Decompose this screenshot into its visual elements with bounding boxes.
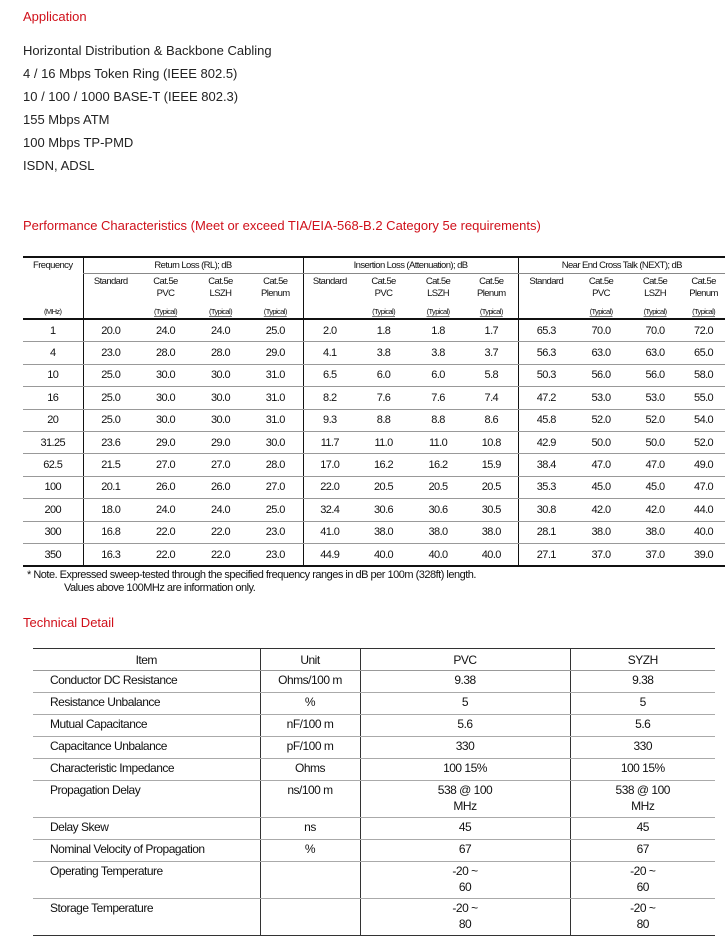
- technical-heading: Technical Detail: [23, 615, 115, 630]
- tech-pvc-cell: 100 15%: [360, 759, 570, 781]
- value-cell: 20.5: [411, 476, 465, 498]
- note-line-2: Values above 100MHz are information only.: [64, 582, 256, 594]
- value-cell: 23.0: [83, 342, 138, 364]
- value-cell: 25.0: [83, 364, 138, 386]
- value-cell: 50.0: [574, 431, 628, 453]
- value-cell: 29.0: [193, 431, 248, 453]
- application-item: 155 Mbps ATM: [23, 112, 110, 127]
- application-item: ISDN, ADSL: [23, 158, 95, 173]
- value-cell: 70.0: [628, 319, 682, 342]
- performance-row: [23, 543, 725, 566]
- typical-label: (Typical): [574, 304, 628, 319]
- tech-pvc-cell: -20 ~ 80: [360, 899, 570, 936]
- typical-label: (Typical): [248, 304, 303, 319]
- value-cell: 20.5: [465, 476, 518, 498]
- value-cell: 45.0: [574, 476, 628, 498]
- value-cell: 1.8: [411, 319, 465, 342]
- tech-unit-cell: %: [260, 840, 360, 862]
- tech-item-cell: Operating Temperature: [33, 862, 260, 899]
- value-cell: 11.7: [303, 431, 356, 453]
- value-cell: 6.0: [411, 364, 465, 386]
- value-cell: 52.0: [628, 409, 682, 431]
- il-pvc-header: Cat.5e PVC: [371, 276, 396, 299]
- performance-row: [23, 319, 725, 342]
- value-cell: 16.2: [356, 454, 411, 476]
- value-cell: 38.0: [356, 521, 411, 543]
- performance-row: [23, 454, 725, 476]
- rl-standard-header: Standard: [83, 274, 138, 305]
- value-cell: 65.3: [518, 319, 574, 342]
- frequency-cell: 20: [23, 409, 83, 431]
- value-cell: 38.4: [518, 454, 574, 476]
- value-cell: 30.0: [193, 387, 248, 409]
- value-cell: 52.0: [682, 431, 725, 453]
- value-cell: 55.0: [682, 387, 725, 409]
- tech-unit-cell: ns: [260, 818, 360, 840]
- value-cell: 40.0: [465, 543, 518, 566]
- value-cell: 35.3: [518, 476, 574, 498]
- value-cell: 52.0: [574, 409, 628, 431]
- value-cell: 28.0: [138, 342, 193, 364]
- rl-plenum-header: Cat.5e Plenum: [260, 276, 290, 299]
- value-cell: 29.0: [248, 342, 303, 364]
- value-cell: 15.9: [465, 454, 518, 476]
- tech-unit-cell: %: [260, 693, 360, 715]
- value-cell: 30.0: [138, 364, 193, 386]
- value-cell: 39.0: [682, 543, 725, 566]
- frequency-cell: 31.25: [23, 431, 83, 453]
- value-cell: 24.0: [138, 499, 193, 521]
- application-heading: Application: [23, 9, 87, 24]
- tech-item-cell: Characteristic Impedance: [33, 759, 260, 781]
- value-cell: 23.0: [248, 543, 303, 566]
- tech-unit-cell: Ohms: [260, 759, 360, 781]
- value-cell: 16.3: [83, 543, 138, 566]
- tech-item-cell: Conductor DC Resistance: [33, 671, 260, 693]
- technical-table-body: [33, 671, 715, 936]
- performance-row: [23, 521, 725, 543]
- technical-row: [33, 671, 715, 693]
- tech-unit-cell: pF/100 m: [260, 737, 360, 759]
- value-cell: 8.2: [303, 387, 356, 409]
- rl-lszh-header: Cat.5e LSZH: [208, 276, 233, 299]
- technical-row: [33, 715, 715, 737]
- frequency-cell: 10: [23, 364, 83, 386]
- value-cell: 53.0: [628, 387, 682, 409]
- value-cell: 41.0: [303, 521, 356, 543]
- value-cell: 47.0: [628, 454, 682, 476]
- value-cell: 16.8: [83, 521, 138, 543]
- value-cell: 30.0: [193, 364, 248, 386]
- performance-row: [23, 387, 725, 409]
- performance-row: [23, 431, 725, 453]
- next-standard-typical-spacer: [518, 304, 574, 319]
- value-cell: 3.8: [411, 342, 465, 364]
- il-plenum-header: Cat.5e Plenum: [476, 276, 506, 299]
- return-loss-group-header: Return Loss (RL); dB: [83, 257, 303, 274]
- application-list: [23, 42, 272, 180]
- tech-syzh-cell: 5: [570, 693, 715, 715]
- value-cell: 28.0: [193, 342, 248, 364]
- value-cell: 37.0: [628, 543, 682, 566]
- performance-table: [23, 256, 725, 567]
- value-cell: 27.0: [138, 454, 193, 476]
- value-cell: 30.6: [356, 499, 411, 521]
- value-cell: 70.0: [574, 319, 628, 342]
- technical-table: [33, 648, 715, 936]
- value-cell: 29.0: [138, 431, 193, 453]
- tech-item-cell: Mutual Capacitance: [33, 715, 260, 737]
- typical-label: (Typical): [411, 304, 465, 319]
- value-cell: 25.0: [83, 409, 138, 431]
- frequency-cell: 350: [23, 543, 83, 566]
- technical-row: [33, 693, 715, 715]
- technical-row: [33, 737, 715, 759]
- value-cell: 11.0: [356, 431, 411, 453]
- tech-item-cell: Capacitance Unbalance: [33, 737, 260, 759]
- value-cell: 54.0: [682, 409, 725, 431]
- frequency-cell: 62.5: [23, 454, 83, 476]
- value-cell: 42.0: [628, 499, 682, 521]
- value-cell: 38.0: [628, 521, 682, 543]
- application-item: 100 Mbps TP-PMD: [23, 135, 134, 150]
- value-cell: 24.0: [193, 499, 248, 521]
- frequency-header: Frequency: [23, 257, 83, 274]
- value-cell: 47.2: [518, 387, 574, 409]
- value-cell: 28.1: [518, 521, 574, 543]
- tech-pvc-cell: 5.6: [360, 715, 570, 737]
- tech-unit-cell: [260, 862, 360, 899]
- performance-row: [23, 499, 725, 521]
- application-item: Horizontal Distribution & Backbone Cabling: [23, 43, 272, 58]
- value-cell: 25.0: [248, 499, 303, 521]
- value-cell: 65.0: [682, 342, 725, 364]
- tech-header-pvc: PVC: [360, 649, 570, 671]
- value-cell: 56.3: [518, 342, 574, 364]
- typical-label: (Typical): [356, 304, 411, 319]
- value-cell: 1.8: [356, 319, 411, 342]
- value-cell: 38.0: [574, 521, 628, 543]
- value-cell: 30.0: [248, 431, 303, 453]
- tech-item-cell: Resistance Unbalance: [33, 693, 260, 715]
- typical-label: (Typical): [682, 304, 725, 319]
- value-cell: 38.0: [411, 521, 465, 543]
- tech-header-item: Item: [33, 649, 260, 671]
- value-cell: 42.0: [574, 499, 628, 521]
- value-cell: 27.1: [518, 543, 574, 566]
- performance-note: [27, 569, 476, 595]
- value-cell: 47.0: [682, 476, 725, 498]
- value-cell: 20.5: [356, 476, 411, 498]
- tech-header-unit: Unit: [260, 649, 360, 671]
- value-cell: 3.7: [465, 342, 518, 364]
- tech-unit-cell: ns/100 m: [260, 781, 360, 818]
- tech-syzh-cell: 5.6: [570, 715, 715, 737]
- value-cell: 8.6: [465, 409, 518, 431]
- value-cell: 27.0: [193, 454, 248, 476]
- tech-syzh-cell: -20 ~ 60: [570, 862, 715, 899]
- value-cell: 22.0: [193, 543, 248, 566]
- technical-row: [33, 818, 715, 840]
- value-cell: 7.4: [465, 387, 518, 409]
- tech-pvc-cell: 5: [360, 693, 570, 715]
- tech-syzh-cell: 100 15%: [570, 759, 715, 781]
- il-lszh-header: Cat.5e LSZH: [425, 276, 451, 299]
- value-cell: 30.0: [138, 387, 193, 409]
- frequency-cell: 100: [23, 476, 83, 498]
- value-cell: 3.8: [356, 342, 411, 364]
- value-cell: 22.0: [138, 543, 193, 566]
- value-cell: 9.3: [303, 409, 356, 431]
- value-cell: 45.8: [518, 409, 574, 431]
- value-cell: 30.0: [138, 409, 193, 431]
- il-standard-typical-spacer: [303, 304, 356, 319]
- value-cell: 40.0: [356, 543, 411, 566]
- value-cell: 63.0: [574, 342, 628, 364]
- value-cell: 6.5: [303, 364, 356, 386]
- typical-label: (Typical): [138, 304, 193, 319]
- value-cell: 7.6: [356, 387, 411, 409]
- tech-pvc-cell: -20 ~ 60: [360, 862, 570, 899]
- insertion-loss-group-header: Insertion Loss (Attenuation); dB: [303, 257, 518, 274]
- tech-syzh-cell: 67: [570, 840, 715, 862]
- value-cell: 44.0: [682, 499, 725, 521]
- value-cell: 56.0: [574, 364, 628, 386]
- frequency-unit: (MHz): [23, 304, 83, 319]
- tech-pvc-cell: 330: [360, 737, 570, 759]
- tech-unit-cell: nF/100 m: [260, 715, 360, 737]
- value-cell: 22.0: [138, 521, 193, 543]
- tech-unit-cell: Ohms/100 m: [260, 671, 360, 693]
- application-item: 10 / 100 / 1000 BASE-T (IEEE 802.3): [23, 89, 239, 104]
- tech-syzh-cell: 9.38: [570, 671, 715, 693]
- value-cell: 40.0: [682, 521, 725, 543]
- value-cell: 5.8: [465, 364, 518, 386]
- frequency-cell: 4: [23, 342, 83, 364]
- next-lszh-header: Cat.5e LSZH: [642, 276, 668, 299]
- value-cell: 45.0: [628, 476, 682, 498]
- tech-item-cell: Storage Temperature: [33, 899, 260, 936]
- technical-row: [33, 759, 715, 781]
- value-cell: 56.0: [628, 364, 682, 386]
- performance-row: [23, 342, 725, 364]
- value-cell: 27.0: [248, 476, 303, 498]
- value-cell: 10.8: [465, 431, 518, 453]
- value-cell: 18.0: [83, 499, 138, 521]
- value-cell: 22.0: [303, 476, 356, 498]
- rl-pvc-header: Cat.5e PVC: [153, 276, 178, 299]
- tech-item-cell: Propagation Delay: [33, 781, 260, 818]
- tech-pvc-cell: 45: [360, 818, 570, 840]
- value-cell: 72.0: [682, 319, 725, 342]
- tech-pvc-cell: 538 @ 100 MHz: [360, 781, 570, 818]
- value-cell: 37.0: [574, 543, 628, 566]
- value-cell: 28.0: [248, 454, 303, 476]
- value-cell: 1.7: [465, 319, 518, 342]
- tech-syzh-cell: 538 @ 100 MHz: [570, 781, 715, 818]
- next-standard-header: Standard: [518, 274, 574, 305]
- value-cell: 8.8: [411, 409, 465, 431]
- note-line-1: * Note. Expressed sweep-tested through the specified frequency ranges in dB per 100m (328ft) length.: [27, 569, 476, 581]
- value-cell: 7.6: [411, 387, 465, 409]
- value-cell: 42.9: [518, 431, 574, 453]
- frequency-header-spacer: [23, 274, 83, 305]
- tech-syzh-cell: 330: [570, 737, 715, 759]
- value-cell: 47.0: [574, 454, 628, 476]
- performance-row: [23, 364, 725, 386]
- value-cell: 30.6: [411, 499, 465, 521]
- value-cell: 30.8: [518, 499, 574, 521]
- next-plenum-header: Cat.5e Plenum: [689, 276, 718, 299]
- value-cell: 25.0: [248, 319, 303, 342]
- frequency-cell: 16: [23, 387, 83, 409]
- technical-row: [33, 840, 715, 862]
- tech-syzh-cell: -20 ~ 80: [570, 899, 715, 936]
- value-cell: 44.9: [303, 543, 356, 566]
- technical-row: [33, 899, 715, 936]
- performance-heading: Performance Characteristics (Meet or exceed TIA/EIA-568-B.2 Category 5e requirements): [23, 218, 541, 233]
- typical-label: (Typical): [465, 304, 518, 319]
- value-cell: 21.5: [83, 454, 138, 476]
- tech-syzh-cell: 45: [570, 818, 715, 840]
- value-cell: 16.2: [411, 454, 465, 476]
- value-cell: 23.6: [83, 431, 138, 453]
- value-cell: 24.0: [193, 319, 248, 342]
- value-cell: 63.0: [628, 342, 682, 364]
- performance-row: [23, 409, 725, 431]
- value-cell: 58.0: [682, 364, 725, 386]
- frequency-cell: 1: [23, 319, 83, 342]
- tech-item-cell: Nominal Velocity of Propagation: [33, 840, 260, 862]
- value-cell: 20.0: [83, 319, 138, 342]
- value-cell: 17.0: [303, 454, 356, 476]
- value-cell: 50.0: [628, 431, 682, 453]
- value-cell: 6.0: [356, 364, 411, 386]
- tech-header-syzh: SYZH: [570, 649, 715, 671]
- performance-row: [23, 476, 725, 498]
- rl-standard-typical-spacer: [83, 304, 138, 319]
- value-cell: 38.0: [465, 521, 518, 543]
- value-cell: 26.0: [138, 476, 193, 498]
- value-cell: 24.0: [138, 319, 193, 342]
- next-pvc-header: Cat.5e PVC: [588, 276, 614, 299]
- typical-label: (Typical): [628, 304, 682, 319]
- value-cell: 32.4: [303, 499, 356, 521]
- value-cell: 31.0: [248, 409, 303, 431]
- value-cell: 22.0: [193, 521, 248, 543]
- tech-unit-cell: [260, 899, 360, 936]
- value-cell: 4.1: [303, 342, 356, 364]
- performance-table-body: [23, 319, 725, 566]
- tech-pvc-cell: 67: [360, 840, 570, 862]
- value-cell: 8.8: [356, 409, 411, 431]
- il-standard-header: Standard: [303, 274, 356, 305]
- value-cell: 25.0: [83, 387, 138, 409]
- tech-item-cell: Delay Skew: [33, 818, 260, 840]
- value-cell: 23.0: [248, 521, 303, 543]
- next-group-header: Near End Cross Talk (NEXT); dB: [518, 257, 725, 274]
- frequency-cell: 300: [23, 521, 83, 543]
- value-cell: 20.1: [83, 476, 138, 498]
- value-cell: 31.0: [248, 364, 303, 386]
- value-cell: 2.0: [303, 319, 356, 342]
- value-cell: 53.0: [574, 387, 628, 409]
- value-cell: 30.0: [193, 409, 248, 431]
- value-cell: 11.0: [411, 431, 465, 453]
- application-item: 4 / 16 Mbps Token Ring (IEEE 802.5): [23, 66, 238, 81]
- frequency-cell: 200: [23, 499, 83, 521]
- technical-row: [33, 781, 715, 818]
- technical-row: [33, 862, 715, 899]
- value-cell: 31.0: [248, 387, 303, 409]
- value-cell: 26.0: [193, 476, 248, 498]
- value-cell: 50.3: [518, 364, 574, 386]
- typical-label: (Typical): [193, 304, 248, 319]
- value-cell: 30.5: [465, 499, 518, 521]
- value-cell: 40.0: [411, 543, 465, 566]
- tech-pvc-cell: 9.38: [360, 671, 570, 693]
- value-cell: 49.0: [682, 454, 725, 476]
